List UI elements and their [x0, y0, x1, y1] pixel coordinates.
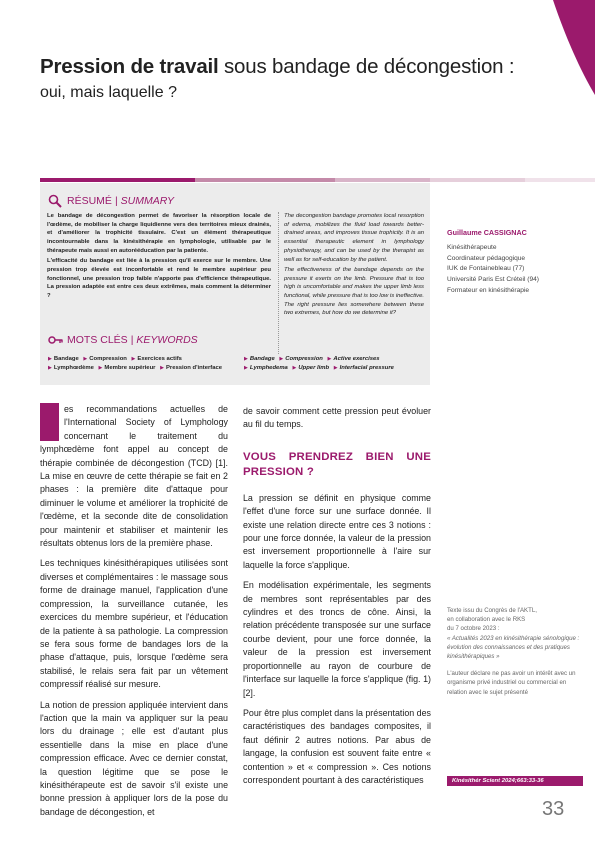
keyword: ▶ Membre supérieur — [98, 365, 156, 371]
keyword: ▶ Upper limb — [292, 365, 330, 371]
key-icon — [48, 335, 63, 345]
keywords-heading-fr: MOTS CLÉS — [67, 334, 128, 346]
summary-heading-fr: RÉSUMÉ — [67, 195, 112, 207]
stripe-segment — [40, 178, 195, 182]
page-number: 33 — [542, 798, 565, 820]
drop-cap — [40, 403, 59, 441]
body-paragraph: La pression se définit en physique comme l'effet d'une force sur une surface donnée. Il existe une relation directe entre ces 3 notions : pour une force donnée, la valeur de la pression est inversement proportionnelle à l'aire sur laquelle la force s'applique. — [243, 492, 431, 570]
summary-en-paragraph: The decongestion bandage promotes local resorption of edema, mobilizes the fluid load towards better-drained areas, and improves tissue trophicity. It is an essential therapeutic element in lymphology physiotherapy, and can be used by the therapist as well as for self-education by the patient. — [284, 213, 424, 263]
arrow-icon: ▶ — [160, 365, 164, 371]
keywords-heading-separator: | — [130, 334, 134, 346]
stripe-segment — [525, 178, 595, 182]
keyword: ▶ Lymphedema — [244, 365, 288, 371]
summary-heading-separator: | — [114, 195, 118, 207]
side-note — [447, 606, 587, 705]
title-bold: Pression de travail — [40, 55, 219, 78]
column-divider — [278, 212, 279, 354]
keyword: ▶ Bandage — [48, 356, 79, 362]
arrow-icon: ▶ — [292, 365, 297, 371]
arrow-icon: ▶ — [98, 365, 103, 371]
arrow-icon: ▶ — [131, 356, 136, 362]
summary-fr-paragraph: Le bandage de décongestion permet de favoriser la résorption locale de l'œdème, de mobiliser la charge liquidienne vers des territoires mieux drainés, et d'améliorer la trophicité tissulaire. C'est un élément thérapeutique incontournable dans la kinésithérapie en lymphologie, utilisable par le thérapeute mais aussi en autorééducation par la patiente. — [47, 213, 271, 254]
keywords-fr-line-2 — [48, 364, 225, 373]
author-affiliation: Kinésithérapeute — [447, 243, 497, 251]
arrow-icon: ▶ — [48, 356, 52, 362]
stripe-segment — [335, 178, 430, 182]
author-block — [447, 228, 587, 297]
title-rest: sous bandage de décongestion : — [218, 55, 515, 78]
body-paragraph: Les techniques kinésithérapiques utilisées sont diverses et complémentaires : le massage sous forme de drainage manuel, l'application d'une compression, la surveillance cutanée, les exercices du membre supérieur, et l'éducation de la patiente à sa pathologie. La compression se fera sous forme de bandages lors de la phase d'attaque, puis, lorsque l'œdème sera stabilisé, le relais sera fait par un vêtement compressif réalisé sur mesure. — [40, 558, 228, 690]
journal-citation: Kinésithér Scient 2024;663:33-36 — [447, 776, 583, 786]
summary-french — [47, 212, 271, 302]
body-paragraph: En modélisation expérimentale, les segments de membres sont représentables par des cylindres et des troncs de cône. Ainsi, la relation précédente transposée sur une surface courbe devient, pour une force donnée, la valeur de la pression est inversement proportionnelle au rayon de courbure de l'interface sur laquelle la force s'applique (fig. 1) [2]. — [243, 580, 431, 698]
summary-en-paragraph: The effectiveness of the bandage depends on the pressure it exerts on the limb. Pressure that is too high is uncomfortable and makes the upper limb less functional, while pressure that is too low is ineffective. The right pressure lies somewhere between these two extremes, but how do we determine it? — [284, 266, 424, 317]
keywords-fr-line-1 — [48, 355, 185, 364]
keyword: ▶ Pression d'interface — [160, 365, 223, 371]
keyword: ▶ Lymphœdème — [48, 365, 94, 371]
summary-box — [40, 183, 430, 385]
keyword: ▶ Compression — [83, 356, 127, 362]
keywords-en-line-1 — [244, 355, 383, 364]
keyword: ▶ Bandage — [244, 356, 275, 362]
body-column-left — [40, 403, 228, 826]
author-affiliation: Université Paris Est Créteil (94) — [447, 276, 539, 284]
keywords-en-line-2 — [244, 364, 397, 373]
keyword: ▶ Compression — [279, 356, 323, 362]
body-paragraph: Pour être plus complet dans la présentation des caractéristiques des bandages composites, il faut définir 2 autres notions. Par abus de langage, la confusion est souvent faite entre « contention » et « compression ». Ces notions correspondent pourtant à des caractéristiques — [243, 707, 431, 785]
side-note-source: Texte issu du Congrès de l'AKTL, en collaboration avec le RKS du 7 octobre 2023 : « Actualités 2023 en kinésithérapie sénologique : évolution des connaissances et des pratiques kinésithérapiques » — [447, 607, 580, 661]
body-paragraph: de savoir comment cette pression peut évoluer au fil du temps. — [243, 406, 431, 430]
stripe-segment — [430, 178, 525, 182]
summary-english — [284, 212, 424, 320]
search-icon — [48, 194, 62, 208]
corner-decoration — [495, 0, 595, 95]
arrow-icon: ▶ — [244, 365, 248, 371]
article-title — [40, 55, 515, 103]
arrow-icon: ▶ — [244, 356, 248, 362]
summary-heading — [48, 194, 174, 208]
stripe-segment — [195, 178, 335, 182]
keywords-heading-en: KEYWORDS — [136, 334, 198, 346]
keyword: ▶ Exercices actifs — [131, 356, 182, 362]
keyword: ▶ Active exercises — [327, 356, 380, 362]
section-subheading: VOUS PRENDREZ BIEN UNE PRESSION ? — [243, 450, 431, 479]
side-note-disclosure: L'auteur déclare ne pas avoir un intérêt avec un organisme privé industriel ou commercial en relation avec le sujet présenté — [447, 670, 576, 696]
summary-heading-en: SUMMARY — [120, 195, 174, 207]
header-stripe — [40, 178, 595, 182]
arrow-icon: ▶ — [333, 365, 338, 371]
body-paragraph: es recommandations actuelles de l'International Society of Lymphology concernant le traitement du lymphœdème font appel au concept de thérapie combinée de décongestion (TCD) [1]. La mise en œuvre de cette thérapie se fait en 2 phases : la première dite d'attaque pour diminuer le volume et améliorer la trophicité de l'œdème, et la seconde dite de consolidation pour maintenir et stabiliser et maintenir les résultats obtenus lors de la première phase. — [40, 404, 228, 549]
author-affiliation: IUK de Fontainebleau (77) — [447, 265, 525, 273]
title-line-2: oui, mais laquelle ? — [40, 84, 177, 101]
arrow-icon: ▶ — [327, 356, 332, 362]
author-affiliation: Formateur en kinésithérapie — [447, 286, 530, 294]
author-affiliation: Coordinateur pédagogique — [447, 254, 526, 262]
arrow-icon: ▶ — [279, 356, 284, 362]
summary-fr-paragraph: L'efficacité du bandage est liée à la pression qu'il exerce sur le membre. Une pression trop élevée est inconfortable et rend le membre supérieur peu fonctionnel, une pression trop faible n'apporte pas d'efficience thérapeutique. La pression adaptée est entre ces deux extrêmes, mais comment la déterminer ? — [47, 258, 271, 299]
body-paragraph: La notion de pression appliquée intervient dans l'action que la main va appliquer sur la peau lors du drainage ; elle est d'autant plus essentielle dans la mise en place d'une compression efficace. Avec ce dernier constat, la question légitime que se pose le kinésithérapeute est de savoir s'il existe une bonne pression à appliquer lors de la pose du bandage de décongestion, et — [40, 699, 228, 817]
arrow-icon: ▶ — [48, 365, 52, 371]
keywords-heading — [48, 333, 198, 347]
arrow-icon: ▶ — [83, 356, 88, 362]
corner-swoosh — [553, 0, 595, 95]
author-name: Guillaume CASSIGNAC — [447, 228, 527, 237]
body-column-right — [243, 405, 431, 794]
title-line-1 — [40, 55, 515, 79]
keyword: ▶ Interfacial pressure — [333, 365, 394, 371]
